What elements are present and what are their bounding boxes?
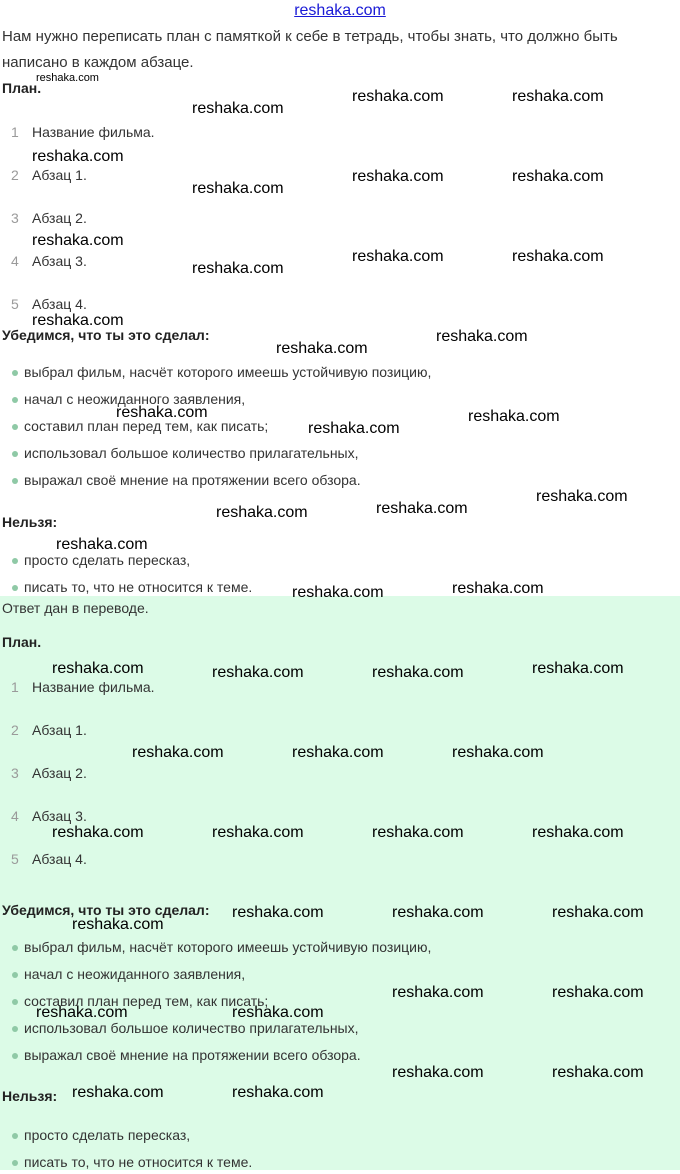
- check-item-text: выражал своё мнение на протяжении всего обзора.: [24, 1047, 361, 1063]
- watermark: reshaka.com: [192, 100, 284, 117]
- bullet-icon: [12, 424, 18, 430]
- plan-item-number: 4: [11, 253, 19, 269]
- watermark: reshaka.com: [452, 580, 544, 597]
- watermark: reshaka.com: [536, 488, 628, 505]
- site-link[interactable]: reshaka.com: [294, 2, 386, 19]
- watermark: reshaka.com: [372, 664, 464, 681]
- check-item-text: использовал большое количество прилагательных,: [24, 445, 359, 461]
- bullet-icon: [12, 370, 18, 376]
- dont-heading: Нельзя:: [2, 514, 58, 530]
- watermark: reshaka.com: [72, 916, 164, 933]
- watermark: reshaka.com: [36, 1004, 128, 1021]
- plan-item-number: 3: [11, 765, 19, 781]
- dont-item-text: писать то, что не относится к теме.: [24, 1154, 253, 1170]
- plan-item-text: Абзац 3.: [32, 253, 87, 269]
- watermark: reshaka.com: [72, 1084, 164, 1101]
- bullet-icon: [12, 478, 18, 484]
- watermark: reshaka.com: [192, 260, 284, 277]
- plan-item-text: Название фильма.: [32, 124, 155, 140]
- watermark: reshaka.com: [192, 180, 284, 197]
- check-item-text: начал с неожиданного заявления,: [24, 966, 246, 982]
- watermark: reshaka.com: [392, 904, 484, 921]
- check-item-text: выражал своё мнение на протяжении всего обзора.: [24, 472, 361, 488]
- bullet-icon: [12, 585, 18, 591]
- plan-item-number: 1: [11, 124, 19, 140]
- watermark: reshaka.com: [436, 328, 528, 345]
- check-item-text: составил план перед тем, как писать;: [24, 418, 269, 434]
- plan-item-text: Абзац 4.: [32, 296, 87, 312]
- plan-item-text: Абзац 3.: [32, 808, 87, 824]
- watermark: reshaka.com: [552, 1064, 644, 1081]
- check-item-text: выбрал фильм, насчёт которого имеешь устойчивую позицию,: [24, 364, 432, 380]
- plan-item-text: Абзац 2.: [32, 765, 87, 781]
- watermark: reshaka.com: [532, 824, 624, 841]
- plan-item-number: 5: [11, 296, 19, 312]
- answer-note: Ответ дан в переводе.: [2, 600, 149, 616]
- watermark: reshaka.com: [512, 248, 604, 265]
- plan-item-number: 3: [11, 210, 19, 226]
- watermark: reshaka.com: [32, 312, 124, 329]
- watermark: reshaka.com: [132, 744, 224, 761]
- check-item-text: начал с неожиданного заявления,: [24, 391, 246, 407]
- watermark: reshaka.com: [232, 1084, 324, 1101]
- watermark: reshaka.com: [308, 420, 400, 437]
- watermark: reshaka.com: [292, 584, 384, 601]
- watermark: reshaka.com: [352, 168, 444, 185]
- watermark: reshaka.com: [52, 660, 144, 677]
- bullet-icon: [12, 451, 18, 457]
- watermark: reshaka.com: [372, 824, 464, 841]
- bullet-icon: [12, 1026, 18, 1032]
- watermark: reshaka.com: [552, 984, 644, 1001]
- bullet-icon: [12, 945, 18, 951]
- bullet-icon: [12, 1160, 18, 1166]
- watermark: reshaka.com: [232, 1004, 324, 1021]
- bullet-icon: [12, 999, 18, 1005]
- plan-item-number: 2: [11, 167, 19, 183]
- plan-item-text: Абзац 1.: [32, 722, 87, 738]
- watermark: reshaka.com: [276, 340, 368, 357]
- plan-item-number: 5: [11, 851, 19, 867]
- watermark: reshaka.com: [32, 148, 124, 165]
- dont-item-text: писать то, что не относится к теме.: [24, 579, 253, 595]
- plan-heading: План.: [2, 634, 42, 650]
- watermark: reshaka.com: [352, 88, 444, 105]
- check-heading: Убедимся, что ты это сделал:: [2, 327, 210, 343]
- plan-item-text: Абзац 4.: [32, 851, 87, 867]
- bullet-icon: [12, 1133, 18, 1139]
- watermark: reshaka.com: [392, 1064, 484, 1081]
- check-heading: Убедимся, что ты это сделал:: [2, 902, 210, 918]
- watermark: reshaka.com: [212, 824, 304, 841]
- watermark: reshaka.com: [292, 744, 384, 761]
- watermark: reshaka.com: [52, 824, 144, 841]
- check-item-text: выбрал фильм, насчёт которого имеешь устойчивую позицию,: [24, 939, 432, 955]
- bullet-icon: [12, 558, 18, 564]
- watermark: reshaka.com: [376, 500, 468, 517]
- plan-item-number: 1: [11, 679, 19, 695]
- watermark: reshaka.com: [468, 408, 560, 425]
- plan-item-text: Название фильма.: [32, 679, 155, 695]
- watermark: reshaka.com: [512, 88, 604, 105]
- intro-text: Нам нужно переписать план с памяткой к себе в тетрадь, чтобы знать, что должно быть написано в каждом абзаце.: [2, 28, 618, 71]
- dont-heading: Нельзя:: [2, 1088, 58, 1104]
- watermark: reshaka.com: [32, 232, 124, 249]
- watermark: reshaka.com: [232, 904, 324, 921]
- watermark: reshaka.com: [212, 664, 304, 681]
- watermark: reshaka.com: [452, 744, 544, 761]
- watermark: reshaka.com: [36, 72, 99, 84]
- bullet-icon: [12, 1053, 18, 1059]
- watermark: reshaka.com: [392, 984, 484, 1001]
- check-item-text: составил план перед тем, как писать;: [24, 993, 269, 1009]
- plan-item-number: 4: [11, 808, 19, 824]
- dont-item-text: просто сделать пересказ,: [24, 552, 191, 568]
- watermark: reshaka.com: [352, 248, 444, 265]
- dont-item-text: просто сделать пересказ,: [24, 1127, 191, 1143]
- watermark: reshaka.com: [532, 660, 624, 677]
- watermark: reshaka.com: [116, 404, 208, 421]
- bullet-icon: [12, 972, 18, 978]
- watermark: reshaka.com: [552, 904, 644, 921]
- plan-item-text: Абзац 2.: [32, 210, 87, 226]
- plan-heading: План.: [2, 80, 42, 96]
- check-item-text: использовал большое количество прилагательных,: [24, 1020, 359, 1036]
- plan-item-number: 2: [11, 722, 19, 738]
- bullet-icon: [12, 397, 18, 403]
- watermark: reshaka.com: [56, 536, 148, 553]
- watermark: reshaka.com: [216, 504, 308, 521]
- watermark: reshaka.com: [512, 168, 604, 185]
- plan-item-text: Абзац 1.: [32, 167, 87, 183]
